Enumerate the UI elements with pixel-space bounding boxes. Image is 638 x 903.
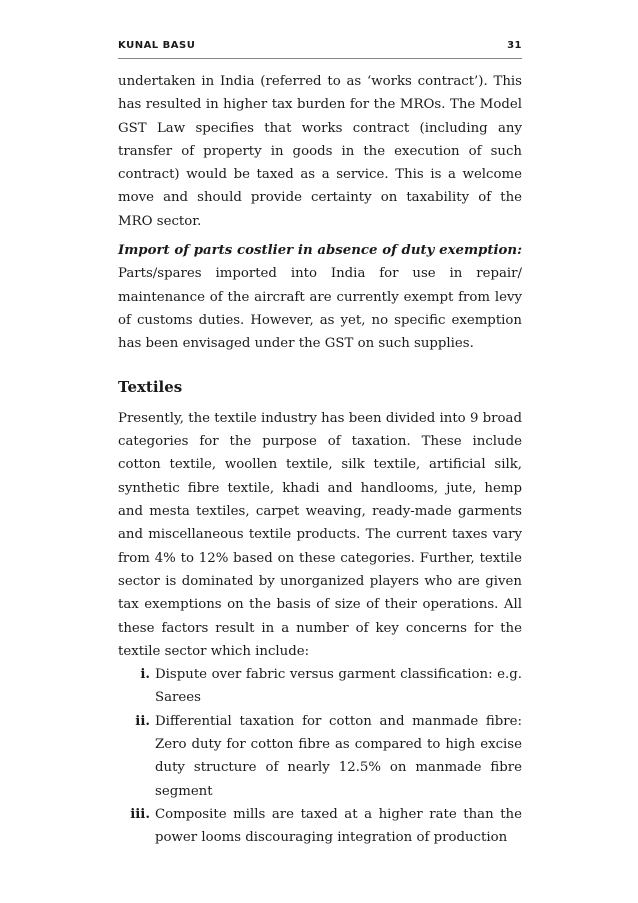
list-item xyxy=(118,803,522,850)
list-item xyxy=(118,663,522,710)
list-item-text: Differential taxation for cotton and manmade fibre: Zero duty for cotton fibre as compared to high excise duty structure of nearly 12.5% on manmade fibre segment xyxy=(155,713,522,799)
import-parts-heading: Import of parts costlier in absence of duty exemption: xyxy=(118,243,522,259)
running-header xyxy=(118,40,522,51)
paragraph-works-contract: undertaken in India (referred to as ‘works contract’). This has resulted in higher tax burden for the MROs. The Model GST Law specifies that works contract (including any transfer of property in goods in the execution of such contract) would be taxed as a service. This is a welcome move and should provide certainty on taxability of the MRO sector. xyxy=(118,74,522,229)
page-body xyxy=(118,70,522,850)
list-item-number: iii. xyxy=(130,806,150,822)
paragraph-textiles: Presently, the textile industry has been divided into 9 broad categories for the purpose of taxation. These include cotton textile, woollen textile, silk textile, artificial silk, synthetic fibre textile, khadi and handlooms, jute, hemp and mesta textiles, carpet weaving, ready-made garments and miscellaneous textile products. The current taxes vary from 4% to 12% based on these categories. Further, textile sector is dominated by unorganized players who are given tax exemptions on the basis of size of their operations. All these factors result in a number of key concerns for the textile sector which include: xyxy=(118,410,522,659)
list-item-number: i. xyxy=(140,667,150,683)
concerns-list xyxy=(118,663,522,849)
list-item-number: ii. xyxy=(135,713,150,729)
section-title-textiles: Textiles xyxy=(118,377,183,396)
import-parts-text: Parts/spares imported into India for use in repair/ maintenance of the aircraft are currently exempt from levy of customs duties. However, as yet, no specific exemption has been envisaged under the GST on such supplies. xyxy=(118,266,522,352)
header-author: KUNAL BASU xyxy=(118,40,196,51)
header-page-number: 31 xyxy=(507,40,522,51)
paragraph-import-parts xyxy=(118,239,522,355)
header-rule xyxy=(118,58,522,59)
list-item xyxy=(118,710,522,803)
list-item-text: Composite mills are taxed at a higher rate than the power looms discouraging integration of production xyxy=(155,806,522,846)
list-item-text: Dispute over fabric versus garment classification: e.g. Sarees xyxy=(155,667,522,706)
